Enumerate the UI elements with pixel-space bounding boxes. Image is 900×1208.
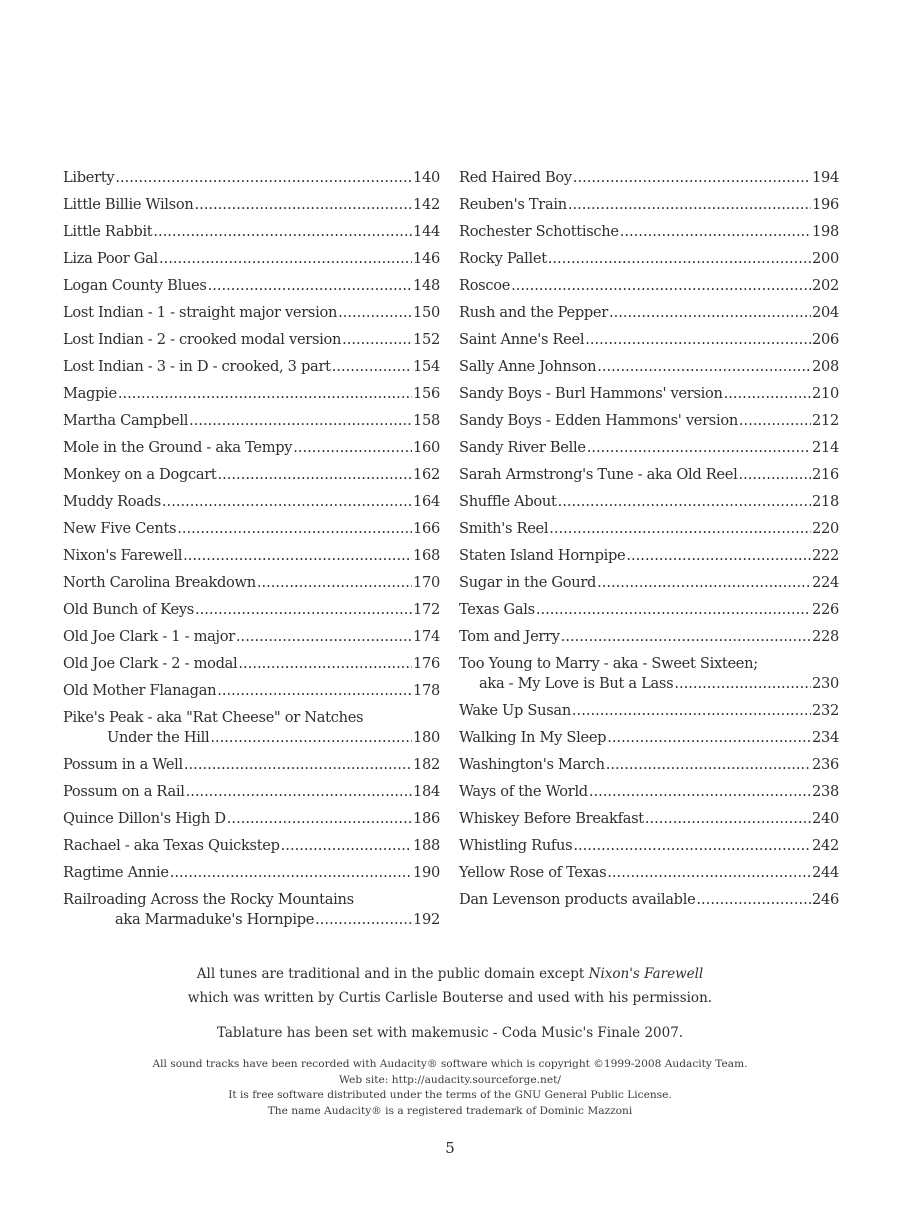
toc-page-number: 224 <box>812 574 839 591</box>
dot-leader <box>342 326 412 353</box>
dot-leader <box>227 805 412 832</box>
toc-entry <box>63 677 440 704</box>
dot-leader <box>184 751 412 778</box>
toc-entry <box>459 191 839 218</box>
toc-entry <box>63 515 440 542</box>
toc-entry-title: Walking In My Sleep <box>459 729 607 746</box>
dot-leader <box>153 218 412 245</box>
toc-entry <box>63 380 440 407</box>
toc-entry-title: Ragtime Annie <box>63 864 169 881</box>
toc-page-number: 196 <box>812 196 839 213</box>
toc-entry <box>63 542 440 569</box>
toc-page-number: 148 <box>413 277 440 294</box>
toc-page-number: 154 <box>413 358 440 375</box>
toc-entry-title: Wake Up Susan <box>459 702 571 719</box>
toc-page-number: 194 <box>812 169 839 186</box>
toc-page-number: 232 <box>812 702 839 719</box>
toc-entry-title: Rochester Schottische <box>459 223 619 240</box>
dot-leader <box>597 353 811 380</box>
toc-page-number: 172 <box>413 601 440 618</box>
dot-leader <box>597 569 811 596</box>
toc-entry <box>459 751 839 778</box>
toc-page-number: 182 <box>413 756 440 773</box>
toc-entry-title: Dan Levenson products available <box>459 891 696 908</box>
dot-leader <box>338 299 412 326</box>
toc-page-number: 230 <box>812 675 839 692</box>
toc-page-number: 170 <box>413 574 440 591</box>
toc-entry-title: Reuben's Train <box>459 196 567 213</box>
toc-page-number: 234 <box>812 729 839 746</box>
toc-entry <box>63 805 440 832</box>
toc-entry-title: Whistling Rufus <box>459 837 573 854</box>
toc-page-number: 158 <box>413 412 440 429</box>
audacity-copyright: All sound tracks have been recorded with Audacity® software which is copyright ©1999-2008 Audacity Team. <box>152 1058 748 1070</box>
dot-leader <box>585 326 811 353</box>
toc-left-column <box>63 164 440 933</box>
toc-page-number: 210 <box>812 385 839 402</box>
toc-entry <box>459 434 839 461</box>
toc-entry <box>459 724 839 751</box>
dot-leader <box>511 272 811 299</box>
toc-page-number: 150 <box>413 304 440 321</box>
audacity-trademark: The name Audacity® is a registered trademark of Dominic Mazzoni <box>267 1104 633 1117</box>
toc-entry <box>459 380 839 407</box>
tablature-note: Tablature has been set with makemusic - Coda Music's Finale 2007. <box>216 1025 684 1041</box>
toc-page-number: 208 <box>812 358 839 375</box>
toc-entry-title: Monkey on a Dogcart <box>63 466 217 483</box>
toc-page-number: 164 <box>413 493 440 510</box>
toc-entry <box>459 569 839 596</box>
toc-entry <box>459 245 839 272</box>
toc-entry-title: Railroading Across the Rocky Mountains <box>63 891 354 908</box>
toc-page-number: 200 <box>812 250 839 267</box>
toc-entry <box>63 434 440 461</box>
toc-entry-title: Rachael - aka Texas Quickstep <box>63 837 280 854</box>
toc-page-number: 180 <box>413 729 440 746</box>
toc-entry-title: Mole in the Ground - aka Tempy <box>63 439 293 456</box>
dot-leader <box>115 164 412 191</box>
dot-leader <box>210 728 412 748</box>
toc-entry <box>459 218 839 245</box>
toc-entry-title: Sugar in the Gourd <box>459 574 597 591</box>
toc-page-number: 184 <box>413 783 440 800</box>
toc-entry-title: Whiskey Before Breakfast <box>459 810 644 827</box>
dot-leader <box>558 488 811 515</box>
dot-leader <box>315 910 412 930</box>
toc-entry <box>459 859 839 886</box>
toc-entry-title: Shuffle About <box>459 493 557 510</box>
toc-entry <box>459 299 839 326</box>
toc-entry-title: Liberty <box>63 169 115 186</box>
toc-page-number: 214 <box>812 439 839 456</box>
toc-entry <box>459 596 839 623</box>
toc-entry-title: Logan County Blues <box>63 277 207 294</box>
toc-entry-title: Quince Dillon's High D <box>63 810 226 827</box>
toc-page-number: 238 <box>812 783 839 800</box>
toc-page-number: 246 <box>812 891 839 908</box>
toc-entry <box>63 623 440 650</box>
toc-entry-title-continued: Under the Hill <box>107 729 210 746</box>
permission-text: which was written by Curtis Carlisle Bouterse and used with his permission. <box>187 990 713 1006</box>
dot-leader <box>236 623 412 650</box>
dot-leader <box>674 674 811 694</box>
dot-leader <box>548 245 811 272</box>
dot-leader <box>607 724 811 751</box>
public-domain-text: All tunes are traditional and in the public domain except <box>196 966 585 982</box>
dot-leader <box>217 677 412 704</box>
toc-entry-title: Little Rabbit <box>63 223 153 240</box>
toc-entry-title: North Carolina Breakdown <box>63 574 256 591</box>
toc-entry <box>63 407 440 434</box>
toc-entry <box>63 704 440 751</box>
toc-entry-title: Rocky Pallet <box>459 250 547 267</box>
toc-entry-title: Pike's Peak - aka "Rat Cheese" or Natches <box>63 709 364 726</box>
toc-entry <box>63 886 440 933</box>
toc-page-number: 206 <box>812 331 839 348</box>
toc-entry-title: Muddy Roads <box>63 493 161 510</box>
toc-page-number: 220 <box>812 520 839 537</box>
toc-entry <box>63 164 440 191</box>
toc-entry <box>459 515 839 542</box>
toc-page-number: 242 <box>812 837 839 854</box>
toc-entry-title: Little Billie Wilson <box>63 196 194 213</box>
toc-entry <box>459 886 839 913</box>
toc-page-number: 222 <box>812 547 839 564</box>
dot-leader <box>626 542 811 569</box>
toc-entry <box>63 488 440 515</box>
toc-entry <box>63 353 440 380</box>
dot-leader <box>536 596 811 623</box>
toc-entry-title: Texas Gals <box>459 601 535 618</box>
dot-leader <box>293 434 412 461</box>
dot-leader <box>568 191 811 218</box>
toc-entry-title: Nixon's Farewell <box>63 547 183 564</box>
dot-leader <box>257 569 412 596</box>
toc-entry <box>63 650 440 677</box>
toc-entry <box>63 272 440 299</box>
exception-tune-title: Nixon's Farewell <box>588 966 704 982</box>
dot-leader <box>724 380 811 407</box>
toc-page-number: 186 <box>413 810 440 827</box>
dot-leader <box>208 272 412 299</box>
toc-entry <box>459 542 839 569</box>
toc-page-number: 156 <box>413 385 440 402</box>
toc-entry-title: Ways of the World <box>459 783 588 800</box>
toc-entry-title: Sandy River Belle <box>459 439 586 456</box>
toc-page-number: 174 <box>413 628 440 645</box>
toc-entry-title: Lost Indian - 1 - straight major version <box>63 304 338 321</box>
toc-entry-title: Tom and Jerry <box>459 628 560 645</box>
toc-page-number: 226 <box>812 601 839 618</box>
toc-entry <box>459 353 839 380</box>
toc-entry <box>63 778 440 805</box>
dot-leader <box>573 164 811 191</box>
toc-entry <box>63 596 440 623</box>
toc-page-number: 142 <box>413 196 440 213</box>
toc-entry <box>63 461 440 488</box>
dot-leader <box>281 832 412 859</box>
toc-page-number: 188 <box>413 837 440 854</box>
dot-leader <box>645 805 811 832</box>
toc-entry-title: New Five Cents <box>63 520 177 537</box>
toc-page-number: 202 <box>812 277 839 294</box>
toc-page-number: 218 <box>812 493 839 510</box>
table-of-contents <box>63 164 839 933</box>
dot-leader <box>696 886 811 913</box>
toc-entry <box>459 778 839 805</box>
audacity-license: It is free software distributed under the terms of the GNU General Public License. <box>228 1089 672 1101</box>
toc-page-number: 168 <box>413 547 440 564</box>
toc-page-number: 152 <box>413 331 440 348</box>
dot-leader <box>739 407 811 434</box>
toc-entry-title: Possum on a Rail <box>63 783 185 800</box>
toc-entry-title: Martha Campbell <box>63 412 189 429</box>
dot-leader <box>738 461 811 488</box>
toc-entry <box>459 488 839 515</box>
toc-entry <box>459 623 839 650</box>
toc-entry <box>63 751 440 778</box>
toc-entry-title: Washington's March <box>459 756 605 773</box>
dot-leader <box>573 832 811 859</box>
dot-leader <box>194 191 412 218</box>
toc-entry <box>459 407 839 434</box>
toc-entry-title: Red Haired Boy <box>459 169 572 186</box>
toc-entry-title: Old Joe Clark - 2 - modal <box>63 655 238 672</box>
audacity-credits <box>0 1057 900 1119</box>
dot-leader <box>159 245 412 272</box>
toc-entry-title-continued: aka - My Love is But a Lass <box>479 675 674 692</box>
toc-entry <box>459 164 839 191</box>
dot-leader <box>589 778 811 805</box>
toc-entry-title: Sandy Boys - Burl Hammons' version <box>459 385 723 402</box>
page-number: 5 <box>445 1139 455 1157</box>
toc-entry <box>63 832 440 859</box>
toc-page-number: 190 <box>413 864 440 881</box>
toc-entry <box>459 832 839 859</box>
toc-entry-title: Roscoe <box>459 277 511 294</box>
toc-entry-title: Sarah Armstrong's Tune - aka Old Reel <box>459 466 738 483</box>
toc-right-column <box>459 164 839 933</box>
dot-leader <box>118 380 412 407</box>
toc-page-number: 240 <box>812 810 839 827</box>
toc-entry <box>459 805 839 832</box>
toc-page-number: 216 <box>812 466 839 483</box>
toc-page-number: 228 <box>812 628 839 645</box>
public-domain-note <box>0 962 900 1010</box>
toc-page-number: 144 <box>413 223 440 240</box>
dot-leader <box>218 461 413 488</box>
dot-leader <box>183 542 412 569</box>
dot-leader <box>238 650 412 677</box>
dot-leader <box>561 623 811 650</box>
toc-entry <box>63 326 440 353</box>
toc-entry-title: Old Bunch of Keys <box>63 601 194 618</box>
toc-page-number: 212 <box>812 412 839 429</box>
toc-entry-title: Staten Island Hornpipe <box>459 547 626 564</box>
toc-entry-title: Magpie <box>63 385 117 402</box>
dot-leader <box>189 407 412 434</box>
toc-entry-title: Old Joe Clark - 1 - major <box>63 628 235 645</box>
toc-page-number: 204 <box>812 304 839 321</box>
toc-entry-title: Sandy Boys - Edden Hammons' version <box>459 412 738 429</box>
dot-leader <box>186 778 412 805</box>
toc-entry <box>459 697 839 724</box>
toc-entry-title: Possum in a Well <box>63 756 183 773</box>
toc-entry-title: Rush and the Pepper <box>459 304 608 321</box>
dot-leader <box>332 353 412 380</box>
toc-entry <box>63 569 440 596</box>
toc-entry-title: Yellow Rose of Texas <box>459 864 607 881</box>
toc-entry-title: Smith's Reel <box>459 520 549 537</box>
toc-entry <box>459 650 839 697</box>
toc-entry-title: Too Young to Marry - aka - Sweet Sixteen; <box>459 655 758 672</box>
toc-page-number: 236 <box>812 756 839 773</box>
toc-entry-title: Liza Poor Gal <box>63 250 158 267</box>
dot-leader <box>606 751 811 778</box>
toc-page-number: 192 <box>413 911 440 928</box>
dot-leader <box>607 859 811 886</box>
toc-page-number: 198 <box>812 223 839 240</box>
toc-entry <box>63 218 440 245</box>
toc-page-number: 244 <box>812 864 839 881</box>
toc-page-number: 160 <box>413 439 440 456</box>
dot-leader <box>609 299 811 326</box>
toc-entry <box>63 859 440 886</box>
toc-page-number: 178 <box>413 682 440 699</box>
toc-page-number: 140 <box>413 169 440 186</box>
dot-leader <box>549 515 811 542</box>
toc-entry-title: Lost Indian - 3 - in D - crooked, 3 part <box>63 358 331 375</box>
toc-page-number: 146 <box>413 250 440 267</box>
toc-entry <box>63 245 440 272</box>
dot-leader <box>572 697 811 724</box>
dot-leader <box>170 859 412 886</box>
toc-entry <box>459 461 839 488</box>
toc-page-number: 162 <box>413 466 440 483</box>
toc-entry <box>459 326 839 353</box>
toc-entry <box>63 299 440 326</box>
dot-leader <box>620 218 811 245</box>
toc-entry <box>459 272 839 299</box>
audacity-website: Web site: http://audacity.sourceforge.net/ <box>339 1073 561 1086</box>
dot-leader <box>587 434 811 461</box>
toc-page-number: 166 <box>413 520 440 537</box>
dot-leader <box>195 596 412 623</box>
toc-page-number: 176 <box>413 655 440 672</box>
toc-entry-title-continued: aka Marmaduke's Hornpipe <box>115 911 315 928</box>
toc-entry <box>63 191 440 218</box>
toc-entry-title: Sally Anne Johnson <box>459 358 597 375</box>
toc-entry-title: Lost Indian - 2 - crooked modal version <box>63 331 342 348</box>
toc-entry-title: Old Mother Flanagan <box>63 682 217 699</box>
toc-entry-title: Saint Anne's Reel <box>459 331 585 348</box>
dot-leader <box>162 488 412 515</box>
dot-leader <box>177 515 412 542</box>
